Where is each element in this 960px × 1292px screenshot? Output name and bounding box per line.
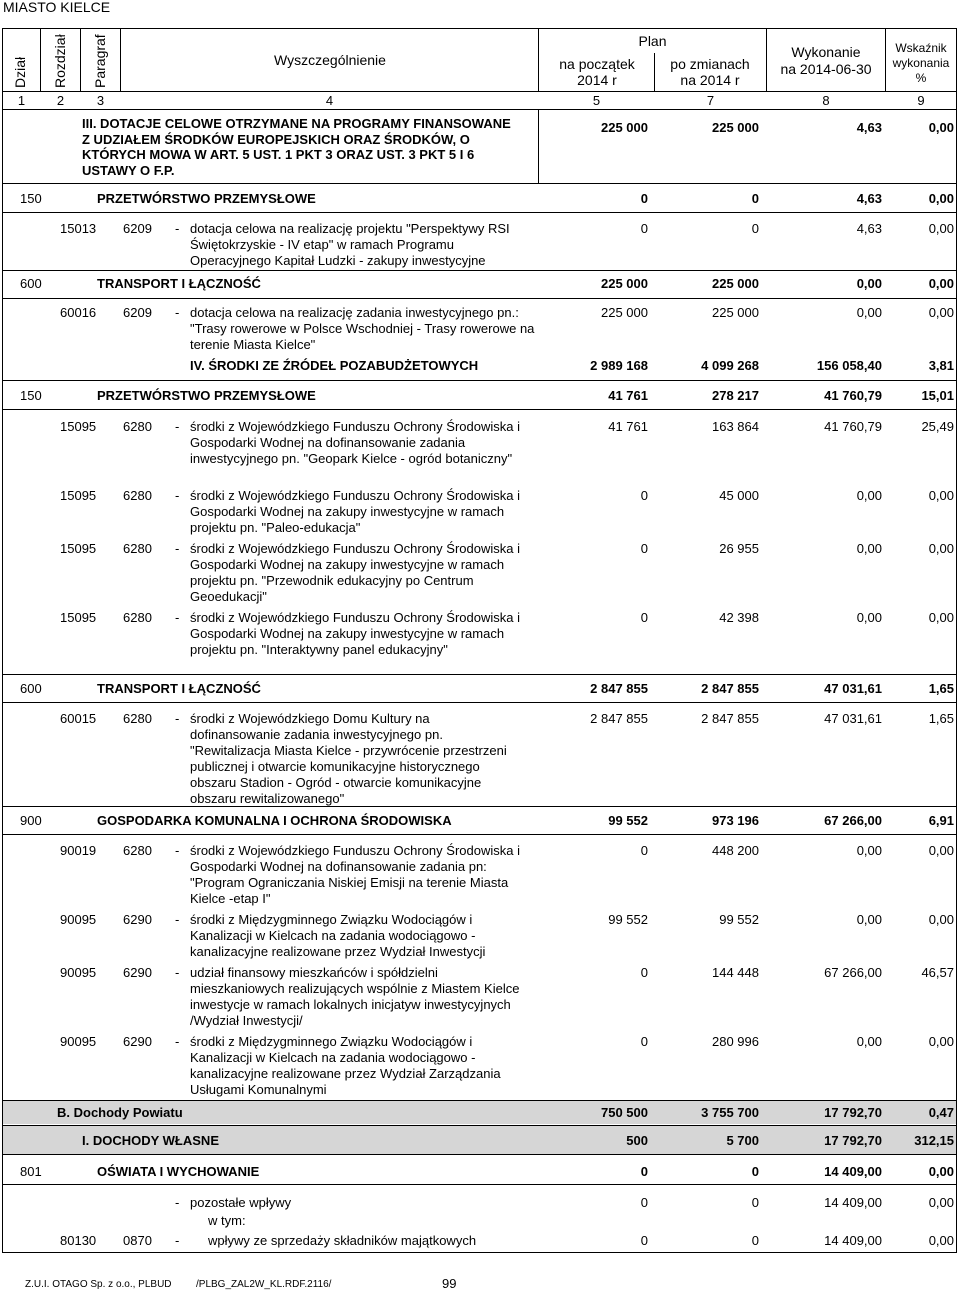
- item-dash: -: [175, 610, 180, 625]
- header-wskaznik-1: Wskaźnik: [895, 41, 947, 55]
- plan-value: 41 761: [608, 419, 648, 434]
- item-description: środki z Wojewódzkiego Funduszu Ochrony Środowiska i Gospodarki Wodnej na zakupy inwestycyjne w ramach projektu pn. "Paleo-edukacja": [190, 488, 520, 535]
- item-description: środki z Wojewódzkiego Funduszu Ochrony Środowiska i Gospodarki Wodnej na dofinansowanie zadania pn: "Program Ograniczania Niskiej Emisji na terenie Miasta Kielce -etap I": [190, 843, 520, 906]
- paragraf-code: 6280: [123, 843, 152, 858]
- row-separator: [2, 1184, 957, 1185]
- pct-value: 312,15: [914, 1133, 954, 1148]
- exec-value: 14 409,00: [824, 1233, 882, 1248]
- changes-value: 4 099 268: [701, 358, 759, 373]
- changes-value: 2 847 855: [701, 711, 759, 726]
- item-description: pozostałe wpływy: [190, 1195, 292, 1210]
- rozdzial-code: 60016: [60, 305, 97, 320]
- plan-value: 0: [640, 965, 648, 980]
- plan-value: 0: [640, 221, 648, 236]
- rozdzial-code: 80130: [60, 1233, 97, 1248]
- exec-value: 17 792,70: [824, 1105, 882, 1120]
- paragraf-code: 0870: [123, 1233, 152, 1248]
- row-separator: [2, 183, 957, 184]
- changes-value: 144 448: [712, 965, 759, 980]
- paragraf-code: 6280: [123, 488, 152, 503]
- header-divider: [40, 28, 41, 91]
- plan-value: 225 000: [601, 305, 648, 320]
- dzial-title: PRZETWÓRSTWO PRZEMYSŁOWE: [97, 388, 316, 403]
- col-num: 5: [592, 93, 601, 108]
- header-wskaznik-2: wykonania: [892, 56, 950, 70]
- changes-value: 448 200: [712, 843, 759, 858]
- column-numbers-line: [2, 109, 957, 110]
- plan-value: 99 552: [608, 912, 648, 927]
- plan-value: 0: [640, 488, 648, 503]
- rozdzial-code: 15095: [60, 419, 97, 434]
- section-iii-changes: 225 000: [712, 120, 759, 135]
- plan-value: 225 000: [601, 276, 648, 291]
- paragraf-code: 6290: [123, 1034, 152, 1049]
- changes-value: 0: [751, 1195, 759, 1210]
- changes-value: 973 196: [712, 813, 759, 828]
- section-iii-title: III. DOTACJE CELOWE OTRZYMANE NA PROGRAMY FINANSOWANE Z UDZIAŁEM ŚRODKÓW EUROPEJSKICH ORAZ ŚRODKÓW, O KTÓRYCH MOWA W ART. 5 UST. 1 PKT 3 ORAZ UST. 3 PKT 5 I 6 USTAWY O F.P.: [82, 116, 511, 178]
- changes-value: 42 398: [719, 610, 759, 625]
- pct-value: 0,00: [928, 1034, 954, 1049]
- dzial-title: PRZETWÓRSTWO PRZEMYSŁOWE: [97, 191, 316, 206]
- col-num: 9: [917, 93, 925, 108]
- page-title: MIASTO KIELCE: [3, 0, 111, 15]
- plan-value: 0: [640, 843, 648, 858]
- item-description: środki z Wojewódzkiego Domu Kultury na dofinansowanie zadania inwestycyjnego pn. "Rewitalizacja Miasta Kielce - przywrócenie przestrzeni publicznej i otwarcie komunikacyjne historycznego obszaru Stadion - Ogród - otwarcie komunikacyjne obszaru rewitalizowanego": [190, 711, 507, 806]
- section-divider: [538, 109, 539, 183]
- paragraf-code: 6280: [123, 541, 152, 556]
- col-num: 4: [325, 93, 334, 108]
- exec-value: 0,00: [856, 488, 882, 503]
- col-num: 8: [822, 93, 830, 108]
- pct-value: 25,49: [921, 419, 954, 434]
- item-dash: -: [175, 912, 180, 927]
- row-separator: [2, 674, 957, 675]
- paragraf-code: 6280: [123, 610, 152, 625]
- item-dash: -: [175, 305, 180, 320]
- paragraf-code: 6290: [123, 912, 152, 927]
- item-description: środki z Wojewódzkiego Funduszu Ochrony Środowiska i Gospodarki Wodnej na zakupy inwestycyjne w ramach projektu pn. "Przewodnik edukacyjny po Centrum Geoedukacji": [190, 541, 520, 604]
- rozdzial-code: 90095: [60, 912, 97, 927]
- changes-value: 163 864: [712, 419, 759, 434]
- section-iii-plan: 225 000: [601, 120, 648, 135]
- rozdzial-code: 90095: [60, 965, 97, 980]
- exec-value: 4,63: [856, 191, 882, 206]
- exec-value: 14 409,00: [824, 1164, 882, 1179]
- plan-value: 0: [640, 1233, 648, 1248]
- exec-value: 0,00: [856, 541, 882, 556]
- dzial-code: 801: [20, 1164, 42, 1179]
- col-num: 3: [96, 93, 105, 108]
- header-wskaznik-3: %: [915, 71, 927, 85]
- plan-value: 2 989 168: [590, 358, 648, 373]
- plan-value: 0: [640, 1164, 648, 1179]
- changes-value: 225 000: [712, 276, 759, 291]
- item-description: dotacja celowa na realizację zadania inwestycyjnego pn.: "Trasy rowerowe w Polsce Wschodniej - Trasy rowerowe na terenie Miasta Kielce": [190, 305, 535, 352]
- pct-value: 0,00: [928, 221, 954, 236]
- pct-value: 0,00: [928, 610, 954, 625]
- changes-value: 99 552: [719, 912, 759, 927]
- changes-value: 225 000: [712, 305, 759, 320]
- pct-value: 0,00: [928, 843, 954, 858]
- row-separator: [2, 1100, 957, 1101]
- header-wyszczegolnienie: Wyszczególnienie: [274, 52, 386, 68]
- footer-company: Z.U.I. OTAGO Sp. z o.o., PLBUD: [25, 1279, 172, 1290]
- changes-value: 26 955: [719, 541, 759, 556]
- item-dash: -: [175, 843, 180, 858]
- paragraf-code: 6209: [123, 305, 152, 320]
- pct-value: 0,00: [928, 488, 954, 503]
- item-description: wpływy ze sprzedaży składników majątkowych: [208, 1233, 477, 1248]
- item-dash: -: [175, 1195, 180, 1210]
- dzial-title: TRANSPORT I ŁĄCZNOŚĆ: [97, 276, 261, 291]
- paragraf-code: 6209: [123, 221, 152, 236]
- pct-value: 15,01: [921, 388, 954, 403]
- plan-value: 0: [640, 610, 648, 625]
- row-separator: [2, 1125, 957, 1126]
- exec-value: 0,00: [856, 276, 882, 291]
- rozdzial-code: 60015: [60, 711, 97, 726]
- header-divider: [120, 28, 121, 91]
- header-plan-start-2: 2014 r: [577, 72, 617, 88]
- rozdzial-code: 15095: [60, 541, 97, 556]
- rozdzial-code: 15013: [60, 221, 97, 236]
- row-separator: [2, 298, 957, 299]
- item-dash: -: [175, 488, 180, 503]
- plan-value: 2 847 855: [590, 711, 648, 726]
- header-divider: [80, 28, 81, 91]
- pct-value: 0,00: [928, 541, 954, 556]
- item-dash: -: [175, 419, 180, 434]
- item-subnote: w tym:: [208, 1213, 246, 1228]
- changes-value: 280 996: [712, 1034, 759, 1049]
- dzial-code: 150: [20, 388, 42, 403]
- changes-value: 3 755 700: [701, 1105, 759, 1120]
- plan-value: 2 847 855: [590, 681, 648, 696]
- item-dash: -: [175, 221, 180, 236]
- pct-value: 0,00: [928, 276, 954, 291]
- item-description: środki z Międzygminnego Związku Wodociągów i Kanalizacji w Kielcach na zadania wodociągowo - kanalizacyjne realizowane przez Wydział Inwestycji: [190, 912, 486, 959]
- rozdzial-code: 15095: [60, 488, 97, 503]
- exec-value: 47 031,61: [824, 711, 882, 726]
- dzial-code: 900: [20, 813, 42, 828]
- changes-value: 45 000: [719, 488, 759, 503]
- header-wykonanie-1: Wykonanie: [791, 44, 861, 60]
- footer-page-number: 99: [442, 1276, 457, 1291]
- rozdzial-code: 15095: [60, 610, 97, 625]
- dzial-code: 600: [20, 276, 42, 291]
- plan-value: 750 500: [601, 1105, 648, 1120]
- col-num: 1: [17, 93, 26, 108]
- plan-value: 500: [626, 1133, 648, 1148]
- section-iii-pct: 0,00: [928, 120, 954, 135]
- header-bottom-line: [2, 91, 957, 92]
- dzial-title: OŚWIATA I WYCHOWANIE: [97, 1164, 260, 1179]
- exec-value: 41 760,79: [824, 419, 882, 434]
- row-separator: [2, 702, 957, 703]
- exec-value: 14 409,00: [824, 1195, 882, 1210]
- item-description: środki z Wojewódzkiego Funduszu Ochrony Środowiska i Gospodarki Wodnej na dofinansowanie zadania inwestycyjnego pn. "Geopark Kielce - ogród botaniczny": [190, 419, 520, 466]
- item-dash: -: [175, 965, 180, 980]
- row-separator: [2, 409, 957, 410]
- pct-value: 0,00: [928, 912, 954, 927]
- pct-value: 0,47: [928, 1105, 954, 1120]
- pct-value: 1,65: [928, 711, 954, 726]
- exec-value: 67 266,00: [824, 813, 882, 828]
- item-dash: -: [175, 541, 180, 556]
- header-plan-changes-2: na 2014 r: [680, 72, 740, 88]
- dzial-code: 150: [20, 191, 42, 206]
- item-description: udział finansowy mieszkańców i spółdzielni mieszkaniowych realizujących wspólnie z Miastem Kielce inwestycje w ramach lokalnych inicjatyw inwestycyjnych /Wydział Inwestycji/: [190, 965, 520, 1028]
- header-plan-changes-1: po zmianach: [670, 56, 750, 72]
- exec-value: 0,00: [856, 610, 882, 625]
- section-iii-exec: 4,63: [856, 120, 882, 135]
- exec-value: 0,00: [856, 912, 882, 927]
- changes-value: 0: [751, 1233, 759, 1248]
- section-b-title: B. Dochody Powiatu: [57, 1105, 183, 1120]
- changes-value: 0: [751, 221, 759, 236]
- pct-value: 0,00: [928, 305, 954, 320]
- header-paragraf: Paragraf: [92, 34, 108, 88]
- pct-value: 0,00: [928, 1195, 954, 1210]
- section-i-title: I. DOCHODY WŁASNE: [82, 1133, 219, 1148]
- changes-value: 278 217: [712, 388, 759, 403]
- plan-value: 0: [640, 191, 648, 206]
- plan-value: 0: [640, 1034, 648, 1049]
- item-description: dotacja celowa na realizację projektu "Perspektywy RSI Świętokrzyskie - IV etap" w ramach Programu Operacyjnego Kapitał Ludzki - zakupy inwestycyjne: [190, 221, 510, 268]
- exec-value: 47 031,61: [824, 681, 882, 696]
- pct-value: 0,00: [928, 1164, 954, 1179]
- row-separator: [2, 834, 957, 835]
- pct-value: 3,81: [928, 358, 954, 373]
- item-description: środki z Wojewódzkiego Funduszu Ochrony Środowiska i Gospodarki Wodnej na zakupy inwestycyjne w ramach projektu pn. "Interaktywny panel edukacyjny": [190, 610, 520, 657]
- item-dash: -: [175, 1034, 180, 1049]
- dzial-title: GOSPODARKA KOMUNALNA I OCHRONA ŚRODOWISKA: [97, 813, 452, 828]
- header-plan-start-1: na początek: [559, 56, 635, 72]
- exec-value: 67 266,00: [824, 965, 882, 980]
- exec-value: 156 058,40: [816, 358, 882, 373]
- pct-value: 46,57: [921, 965, 954, 980]
- pct-value: 1,65: [928, 681, 954, 696]
- changes-value: 0: [751, 1164, 759, 1179]
- pct-value: 0,00: [928, 191, 954, 206]
- header-dzial: Dział: [12, 56, 28, 88]
- exec-value: 0,00: [856, 843, 882, 858]
- col-num: 2: [56, 93, 65, 108]
- header-wykonanie-2: na 2014-06-30: [780, 61, 872, 77]
- changes-value: 5 700: [726, 1133, 759, 1148]
- col-num: 7: [706, 93, 715, 108]
- plan-value: 0: [640, 1195, 648, 1210]
- exec-value: 4,63: [856, 221, 882, 236]
- pct-value: 6,91: [928, 813, 954, 828]
- item-description: środki z Międzygminnego Związku Wodociągów i Kanalizacji w Kielcach na zadania wodociągowo - kanalizacyjne realizowane przez Wydział Zarządzania Usługami Komunalnymi: [190, 1034, 501, 1097]
- changes-value: 2 847 855: [701, 681, 759, 696]
- row-separator: [2, 270, 957, 271]
- header-divider: [538, 28, 539, 91]
- plan-value: 0: [640, 541, 648, 556]
- row-separator: [2, 1154, 957, 1155]
- pct-value: 0,00: [928, 1233, 954, 1248]
- plan-value: 41 761: [608, 388, 648, 403]
- section-iv-title: IV. ŚRODKI ZE ŹRÓDEŁ POZABUDŻETOWYCH: [190, 358, 479, 373]
- footer-path: /PLBG_ZAL2W_KL.RDF.2116/: [196, 1279, 332, 1290]
- plan-value: 99 552: [608, 813, 648, 828]
- item-dash: -: [175, 1233, 180, 1248]
- rozdzial-code: 90095: [60, 1034, 97, 1049]
- exec-value: 17 792,70: [824, 1133, 882, 1148]
- exec-value: 41 760,79: [824, 388, 882, 403]
- item-dash: -: [175, 711, 180, 726]
- exec-value: 0,00: [856, 1034, 882, 1049]
- exec-value: 0,00: [856, 305, 882, 320]
- paragraf-code: 6280: [123, 419, 152, 434]
- row-separator: [2, 212, 957, 213]
- header-rozdzial: Rozdział: [52, 34, 68, 88]
- row-separator: [2, 380, 957, 381]
- rozdzial-code: 90019: [60, 843, 97, 858]
- dzial-code: 600: [20, 681, 42, 696]
- paragraf-code: 6290: [123, 965, 152, 980]
- dzial-title: TRANSPORT I ŁĄCZNOŚĆ: [97, 681, 261, 696]
- paragraf-code: 6280: [123, 711, 152, 726]
- header-plan: Plan: [638, 33, 667, 49]
- changes-value: 0: [751, 191, 759, 206]
